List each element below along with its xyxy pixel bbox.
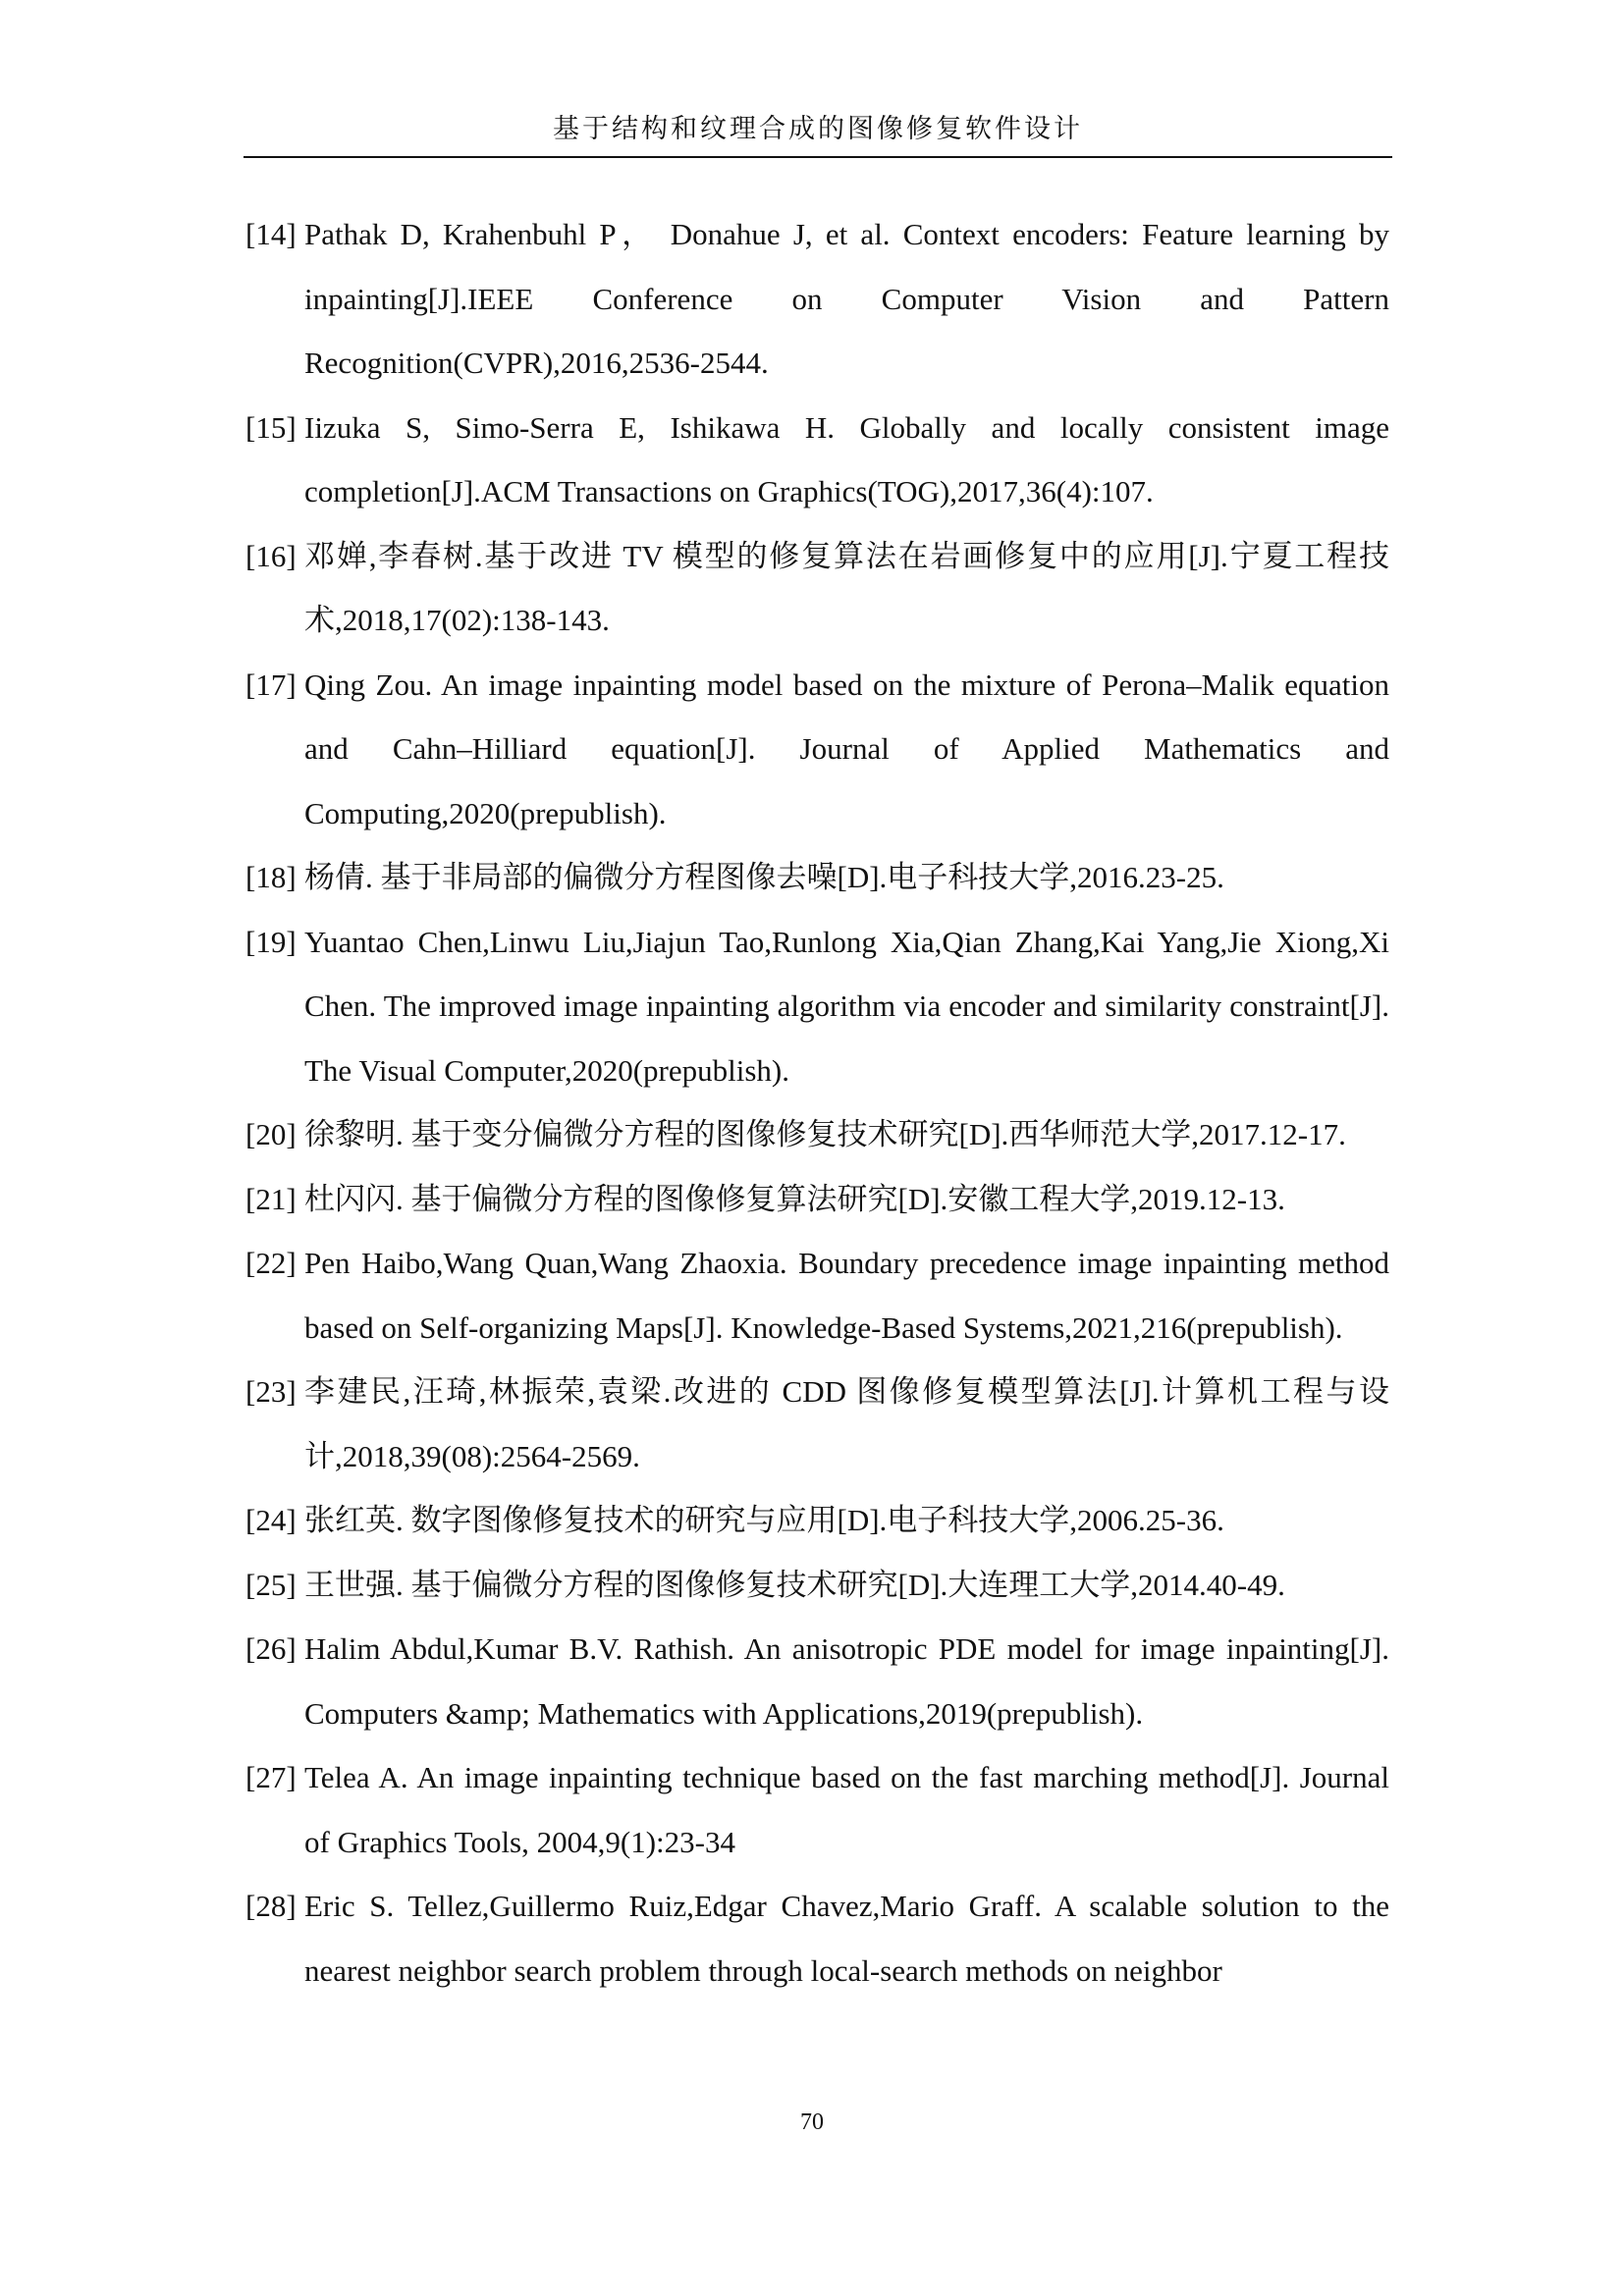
reference-number: [15] (245, 409, 297, 445)
reference-text: Yuantao Chen,Linwu Liu,Jiajun Tao,Runlong Xia,Qian Zhang,Kai Yang,Jie Xiong,Xi Chen. The improved image inpainting algorithm via encoder and similarity constraint[J]. The Visual Computer,2020(prepublish). (304, 924, 1389, 1088)
reference-text: 杨倩. 基于非局部的偏微分方程图像去噪[D].电子科技大学,2016.23-25. (304, 860, 1224, 894)
reference-item (245, 1102, 1389, 1167)
reference-number: [22] (245, 1246, 297, 1280)
reference-text: Halim Abdul,Kumar B.V. Rathish. An anisotropic PDE model for image inpainting[J]. Computers &amp; Mathematics with Applications,2019(prepublish). (304, 1631, 1389, 1731)
reference-text: 王世强. 基于偏微分方程的图像修复技术研究[D].大连理工大学,2014.40-49. (304, 1567, 1285, 1602)
reference-number: [17] (245, 667, 297, 702)
reference-text: 杜闪闪. 基于偏微分方程的图像修复算法研究[D].安徽工程大学,2019.12-13. (304, 1181, 1285, 1216)
reference-text: Telea A. An image inpainting technique based on the fast marching method[J]. Journal of Graphics Tools, 2004,9(1):23-34 (304, 1760, 1389, 1859)
reference-item (245, 1874, 1389, 2002)
reference-item (245, 396, 1389, 524)
reference-text: 邓婵,李春树.基于改进 TV 模型的修复算法在岩画修复中的应用[J].宁夏工程技术,2018,17(02):138-143. (304, 538, 1389, 637)
reference-text: Iizuka S, Simo-Serra E, Ishikawa H. Globally and locally consistent image completion[J].ACM Transactions on Graphics(TOG),2017,36(4):107. (304, 409, 1389, 508)
reference-number: [21] (245, 1181, 297, 1216)
reference-item (245, 653, 1389, 846)
reference-item (245, 202, 1389, 396)
reference-text: Pathak D, Krahenbuhl P， Donahue J, et al. Context encoders: Feature learning by inpainting[J].IEEE Conference on Computer Vision and Pattern Recognition(CVPR),2016,2536-2544. (304, 217, 1389, 380)
reference-item (245, 910, 1389, 1103)
reference-text: 徐黎明. 基于变分偏微分方程的图像修复技术研究[D].西华师范大学,2017.12-17. (304, 1117, 1346, 1151)
reference-list (245, 202, 1389, 2002)
reference-item (245, 1360, 1389, 1488)
reference-number: [16] (245, 538, 297, 573)
reference-number: [26] (245, 1631, 297, 1666)
reference-text: 李建民,汪琦,林振荣,袁梁.改进的 CDD 图像修复模型算法[J].计算机工程与设计,2018,39(08):2564-2569. (304, 1374, 1389, 1473)
reference-number: [23] (245, 1374, 297, 1409)
reference-number: [25] (245, 1567, 297, 1602)
reference-text: Pen Haibo,Wang Quan,Wang Zhaoxia. Boundary precedence image inpainting method based on Self-organizing Maps[J]. Knowledge-Based Systems,2021,216(prepublish). (304, 1246, 1389, 1345)
reference-item (245, 524, 1389, 653)
reference-number: [20] (245, 1117, 297, 1151)
reference-item (245, 1553, 1389, 1618)
reference-number: [19] (245, 924, 297, 959)
reference-number: [27] (245, 1760, 297, 1794)
reference-number: [24] (245, 1503, 297, 1537)
reference-item (245, 1617, 1389, 1745)
reference-number: [18] (245, 860, 297, 894)
reference-item (245, 1231, 1389, 1360)
reference-number: [28] (245, 1889, 297, 1923)
running-header: 基于结构和纹理合成的图像修复软件设计 (553, 114, 1083, 143)
reference-item (245, 1488, 1389, 1553)
reference-text: Qing Zou. An image inpainting model based on the mixture of Perona–Malik equation and Cahn–Hilliard equation[J]. Journal of Applied Mathematics and Computing,2020(prepublish). (304, 667, 1389, 830)
reference-number: [14] (245, 217, 297, 251)
page-number: 70 (800, 2109, 824, 2135)
reference-item (245, 1745, 1389, 1874)
reference-text: Eric S. Tellez,Guillermo Ruiz,Edgar Chavez,Mario Graff. A scalable solution to the nearest neighbor search problem through local-search methods on neighbor (304, 1889, 1389, 1988)
header-rule (244, 156, 1392, 158)
reference-item (245, 1167, 1389, 1232)
reference-text: 张红英. 数字图像修复技术的研究与应用[D].电子科技大学,2006.25-36. (304, 1503, 1224, 1537)
reference-item (245, 845, 1389, 910)
